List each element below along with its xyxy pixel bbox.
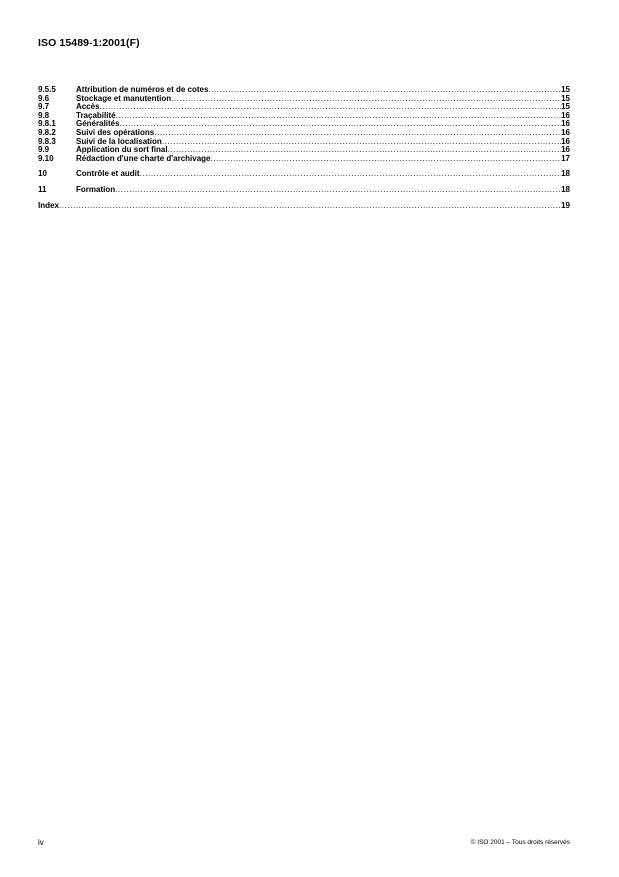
table-of-contents <box>38 86 570 210</box>
toc-entry-page: 16 <box>561 127 570 137</box>
toc-entry-title: Contrôle et audit <box>76 169 140 179</box>
toc-dot-leader <box>140 170 562 179</box>
toc-entry[interactable] <box>38 186 570 195</box>
toc-entry-title: Suivi des opérations <box>76 127 155 137</box>
toc-entry-page: 16 <box>561 119 570 129</box>
toc-dot-leader <box>115 186 561 195</box>
toc-entry-number: 9.6 <box>38 93 50 103</box>
toc-entry-title: Traçabilité <box>76 110 116 120</box>
toc-entry-title: Formation <box>76 184 116 194</box>
toc-dot-leader <box>154 129 561 138</box>
toc-dot-leader <box>168 146 562 155</box>
toc-dot-leader <box>162 138 561 147</box>
toc-entry-page: 15 <box>561 93 570 103</box>
toc-dot-leader <box>171 95 561 104</box>
toc-entry-number: 10 <box>38 169 47 179</box>
toc-entry-number: 9.8 <box>38 110 50 120</box>
toc-entry-title: Attribution de numéros et de cotes <box>76 85 209 94</box>
toc-entry-number: 9.10 <box>38 153 54 163</box>
toc-entry-page: 16 <box>561 110 570 120</box>
toc-entry-title: Accès <box>76 102 100 112</box>
toc-entry-number: 9.9 <box>38 145 50 155</box>
toc-dot-leader <box>208 86 561 95</box>
toc-entry-title: Stockage et manutention <box>76 93 172 103</box>
toc-entry-title: Application du sort final <box>76 145 168 155</box>
toc-entry[interactable] <box>38 202 570 211</box>
toc-dot-leader <box>120 120 562 129</box>
copyright-notice: © ISO 2001 – Tous droits réservés <box>470 839 570 846</box>
toc-entry-title: Suivi de la localisation <box>76 136 162 146</box>
toc-entry-number: 9.8.2 <box>38 127 56 137</box>
toc-dot-leader <box>59 202 561 211</box>
toc-entry-number: 11 <box>38 184 47 194</box>
toc-entry-page: 19 <box>561 200 570 210</box>
toc-entry-page: 15 <box>561 102 570 112</box>
toc-entry-page: 15 <box>561 85 570 94</box>
toc-dot-leader <box>116 112 562 121</box>
toc-entry[interactable] <box>38 95 570 104</box>
toc-entry-page: 16 <box>561 136 570 146</box>
toc-entry-title: Rédaction d'une charte d'archivage <box>76 153 211 163</box>
toc-entry-title: Généralités <box>76 119 120 129</box>
toc-entry-number: 9.7 <box>38 102 50 112</box>
toc-entry-page: 17 <box>561 153 570 163</box>
toc-entry[interactable] <box>38 155 570 164</box>
document-header: ISO 15489-1:2001(F) <box>38 37 140 49</box>
toc-entry-title: Index <box>38 200 59 210</box>
toc-entry-number: 9.8.1 <box>38 119 56 129</box>
toc-entry-number: 9.5.5 <box>38 85 56 94</box>
toc-entry[interactable] <box>38 170 570 179</box>
toc-entry-page: 16 <box>561 145 570 155</box>
toc-entry-page: 18 <box>561 169 570 179</box>
toc-entry-page: 18 <box>561 184 570 194</box>
toc-entry-number: 9.8.3 <box>38 136 56 146</box>
page-number: iv <box>38 838 44 847</box>
toc-dot-leader <box>211 155 562 164</box>
toc-entry[interactable] <box>38 103 570 112</box>
toc-dot-leader <box>100 103 562 112</box>
